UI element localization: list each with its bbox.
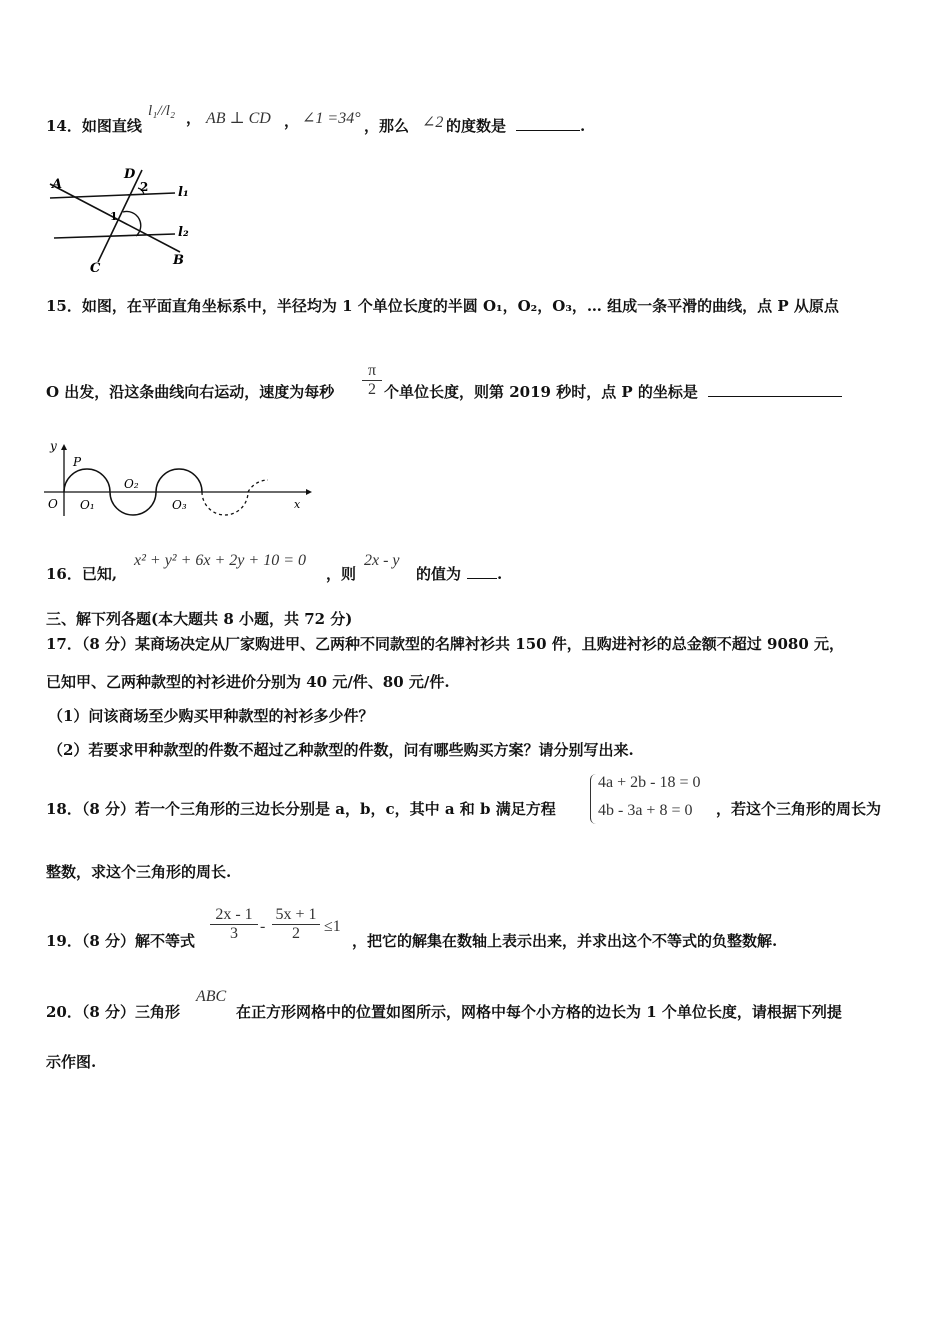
q18-line-1b: ，若这个三角形的周长为: [716, 800, 882, 818]
q18-system-brace: [590, 774, 597, 824]
q14-text-3: 的度数是: [446, 117, 507, 135]
q18-line-1a: 18．（8 分）若一个三角形的三边长分别是 a，b，c，其中 a 和 b 满足方程: [46, 800, 556, 818]
label-a: A: [52, 177, 63, 192]
q20-line-2: 示作图.: [46, 1053, 97, 1071]
label-d: D: [124, 167, 136, 182]
label-o3: O₃: [172, 498, 187, 512]
q16-equation: x² + y² + 6x + 2y + 10 = 0: [134, 552, 306, 569]
y-axis-arrow: [61, 444, 67, 450]
label-angle-1: 1: [110, 210, 118, 223]
label-l2: l₂: [178, 225, 189, 240]
line-cd: [98, 170, 142, 262]
semicircle-dashed-1: [202, 492, 248, 515]
q14-answer-blank[interactable]: [516, 116, 585, 136]
q19-fraction-2-numerator: 5x + 1: [272, 906, 320, 925]
q19-fraction-2-denominator: 2: [292, 925, 300, 942]
q15-fraction-denominator: 2: [368, 381, 376, 398]
q14-perpendicular-condition: AB ⊥ CD: [206, 110, 271, 127]
q17-line-2: 已知甲、乙两种款型的衬衫进价分别为 40 元/件、80 元/件.: [46, 673, 450, 691]
label-o2: O₂: [124, 477, 139, 491]
q19-fraction-2: [272, 906, 320, 943]
q19-fraction-1-denominator: 3: [230, 925, 238, 942]
q20-text-b: 在正方形网格中的位置如图所示，网格中每个小方格的边长为 1 个单位长度，请根据下列提: [236, 1003, 842, 1021]
semicircle-o1: [64, 469, 110, 492]
q15-line-2b: 个单位长度，则第 2019 秒时，点 P 的坐标是: [384, 383, 698, 401]
label-p: P: [73, 455, 82, 469]
q20-triangle-abc: ABC: [196, 988, 227, 1005]
q14-period: .: [580, 117, 586, 135]
q16-expression: 2x - y: [364, 552, 400, 569]
label-l1: l₁: [178, 185, 189, 200]
q15-fraction-numerator: π: [362, 362, 382, 381]
q19-text-b: ，把它的解集在数轴上表示出来，并求出这个不等式的负整数解.: [352, 932, 778, 950]
q18-equation-1: 4a + 2b - 18 = 0: [598, 774, 701, 791]
q15-answer-blank[interactable]: [708, 382, 842, 402]
q19-text-a: 19．（8 分）解不等式: [46, 932, 196, 950]
q14-parallel-condition: l₁//l₂: [148, 103, 176, 119]
semicircle-o3: [156, 469, 202, 492]
semicircle-o2: [110, 492, 156, 515]
q14-text-2: ，那么: [364, 117, 410, 135]
q14-comma-1: ，: [186, 109, 202, 127]
label-c: C: [90, 261, 101, 275]
q16-period: .: [497, 565, 503, 583]
x-axis-arrow: [306, 489, 312, 495]
label-angle-2: 2: [140, 180, 149, 194]
label-o1: O₁: [80, 498, 95, 512]
q14-figure: [40, 160, 200, 275]
label-origin: O: [48, 497, 58, 511]
q16-number: 16．已知,: [46, 565, 118, 583]
label-b: B: [173, 253, 184, 268]
q15-line-1: 15．如图，在平面直角坐标系中，半径均为 1 个单位长度的半圆 O₁，O₂，O₃，… 组成一条平滑的曲线，点 P 从原点: [46, 297, 839, 315]
q14-angle-condition: ∠1 =34°: [302, 110, 361, 127]
q17-sub-1: （1）问该商场至少购买甲种款型的衬衫多少件？: [48, 707, 374, 725]
q18-line-2: 整数，求这个三角形的周长.: [46, 863, 232, 881]
q19-minus: -: [260, 918, 266, 935]
q19-fraction-1-numerator: 2x - 1: [210, 906, 258, 925]
section-3-heading: 三、解下列各题(本大题共 8 小题，共 72 分): [46, 610, 353, 628]
q19-less-equal: ≤1: [324, 918, 341, 935]
q16-then: ，则: [326, 565, 357, 583]
label-x: x: [294, 498, 301, 511]
q20-text-a: 20．（8 分）三角形: [46, 1003, 181, 1021]
label-y: y: [50, 439, 57, 453]
line-l2: [54, 234, 175, 238]
q14-number: 14．如图直线: [46, 117, 142, 135]
q16-answer-blank[interactable]: [467, 564, 502, 584]
q14-angle-2: ∠2: [422, 114, 444, 131]
q17-sub-2: （2）若要求甲种款型的件数不超过乙种款型的件数，问有哪些购买方案？请分别写出来.: [48, 741, 634, 759]
q15-figure: [40, 436, 315, 526]
q16-tail: 的值为: [416, 565, 462, 583]
q18-equation-2: 4b - 3a + 8 = 0: [598, 802, 693, 819]
q14-comma-2: ，: [284, 112, 300, 130]
q19-fraction-1: [210, 906, 258, 943]
q17-line-1: 17．（8 分）某商场决定从厂家购进甲、乙两种不同款型的名牌衬衫共 150 件，且购进衬衫的总金额不超过 9080 元，: [46, 635, 844, 653]
semicircle-dashed-2: [248, 480, 268, 492]
q15-speed-fraction: [362, 362, 382, 399]
q15-line-2a: O 出发，沿这条曲线向右运动，速度为每秒: [46, 383, 335, 401]
